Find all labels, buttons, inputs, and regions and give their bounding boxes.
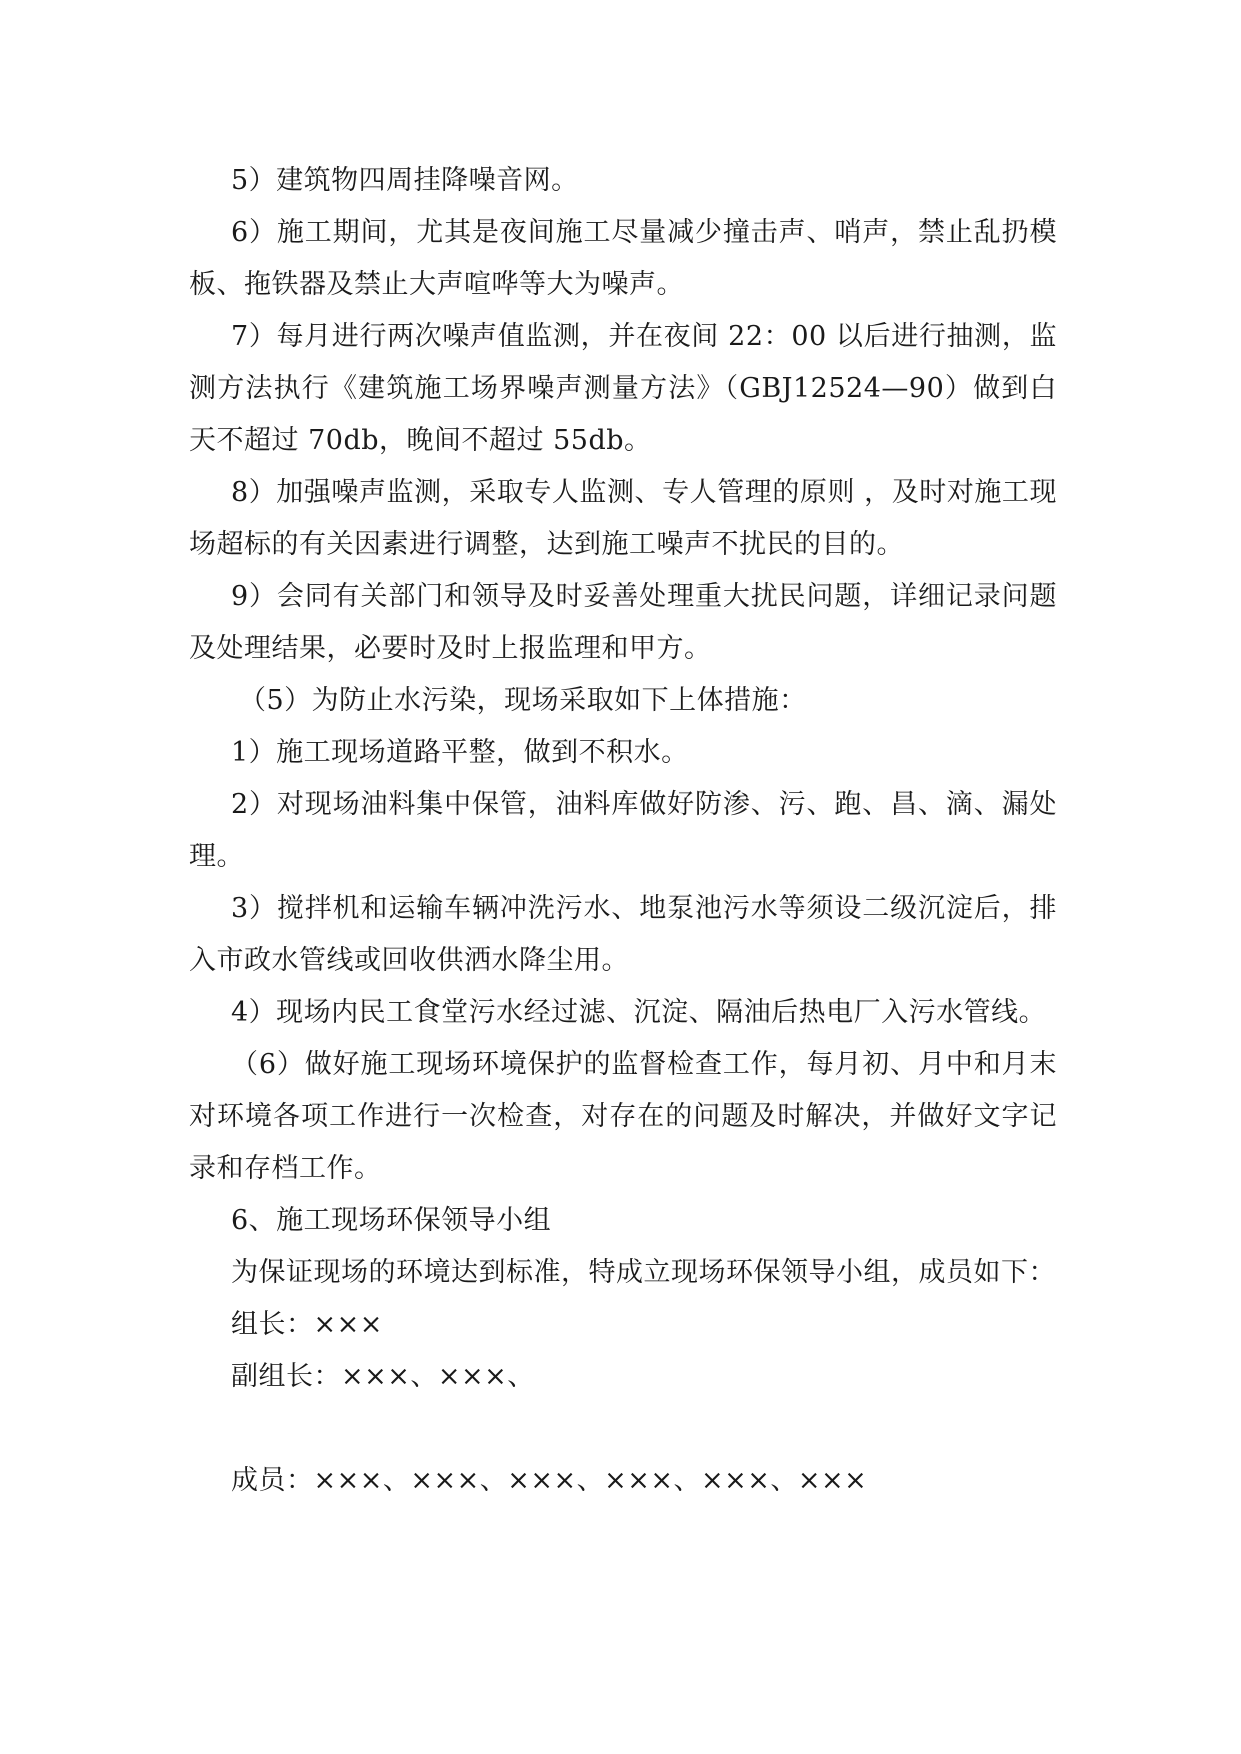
- paragraph-water-2: 2）对现场油料集中保管，油料库做好防渗、污、跑、昌、滴、漏处理。: [189, 789, 1057, 872]
- paragraph-item-8: 8）加强噪声监测，采取专人监测、专人管理的原则 ，及时对施工现场超标的有关因素进行调整，达到施工噪声不扰民的目的。: [189, 477, 1057, 560]
- section-paragraph-inspection: （6）做好施工现场环境保护的监督检查工作，每月初、月中和月末对环境各项工作进行一次检查，对存在的问题及时解决，并做好文字记录和存档工作。: [189, 1049, 1057, 1184]
- paragraph-item-9: 9）会同有关部门和领导及时妥善处理重大扰民问题，详细记录问题及处理结果，必要时及时上报监理和甲方。: [189, 581, 1057, 664]
- deputy-leader-line: 副组长：×××、×××、: [231, 1361, 535, 1392]
- members-line: 成员：×××、×××、×××、×××、×××、×××: [231, 1465, 868, 1496]
- paragraph-water-4: 4）现场内民工食堂污水经过滤、沉淀、隔油后热电厂入污水管线。: [231, 997, 1047, 1028]
- group-leader-line: 组长：×××: [231, 1309, 383, 1340]
- paragraph-water-3: 3）搅拌机和运输车辆冲洗污水、地泵池污水等须设二级沉淀后，排入市政水管线或回收供洒水降尘用。: [189, 893, 1057, 976]
- paragraph-water-1: 1）施工现场道路平整，做到不积水。: [231, 737, 689, 768]
- paragraph-leadership-intro: 为保证现场的环境达到标准，特成立现场环保领导小组，成员如下：: [231, 1257, 1056, 1288]
- paragraph-item-7: 7）每月进行两次噪声值监测，并在夜间 22：00 以后进行抽测，监测方法执行《建筑施工场界噪声测量方法》（GBJ12524—90）做到白天不超过 70db，晚间不超过 55db。: [189, 321, 1057, 456]
- section-heading-water-pollution: （5）为防止水污染，现场采取如下上体措施：: [239, 685, 807, 716]
- paragraph-item-6: 6）施工期间，尤其是夜间施工尽量减少撞击声、哨声，禁止乱扔模板、拖铁器及禁止大声喧哗等大为噪声。: [189, 217, 1057, 300]
- section-heading-leadership-group: 6、施工现场环保领导小组: [231, 1205, 552, 1236]
- document-body: [189, 155, 1057, 1507]
- blank-line: [189, 1403, 1057, 1455]
- paragraph-item-5: 5）建筑物四周挂降噪音网。: [231, 165, 579, 196]
